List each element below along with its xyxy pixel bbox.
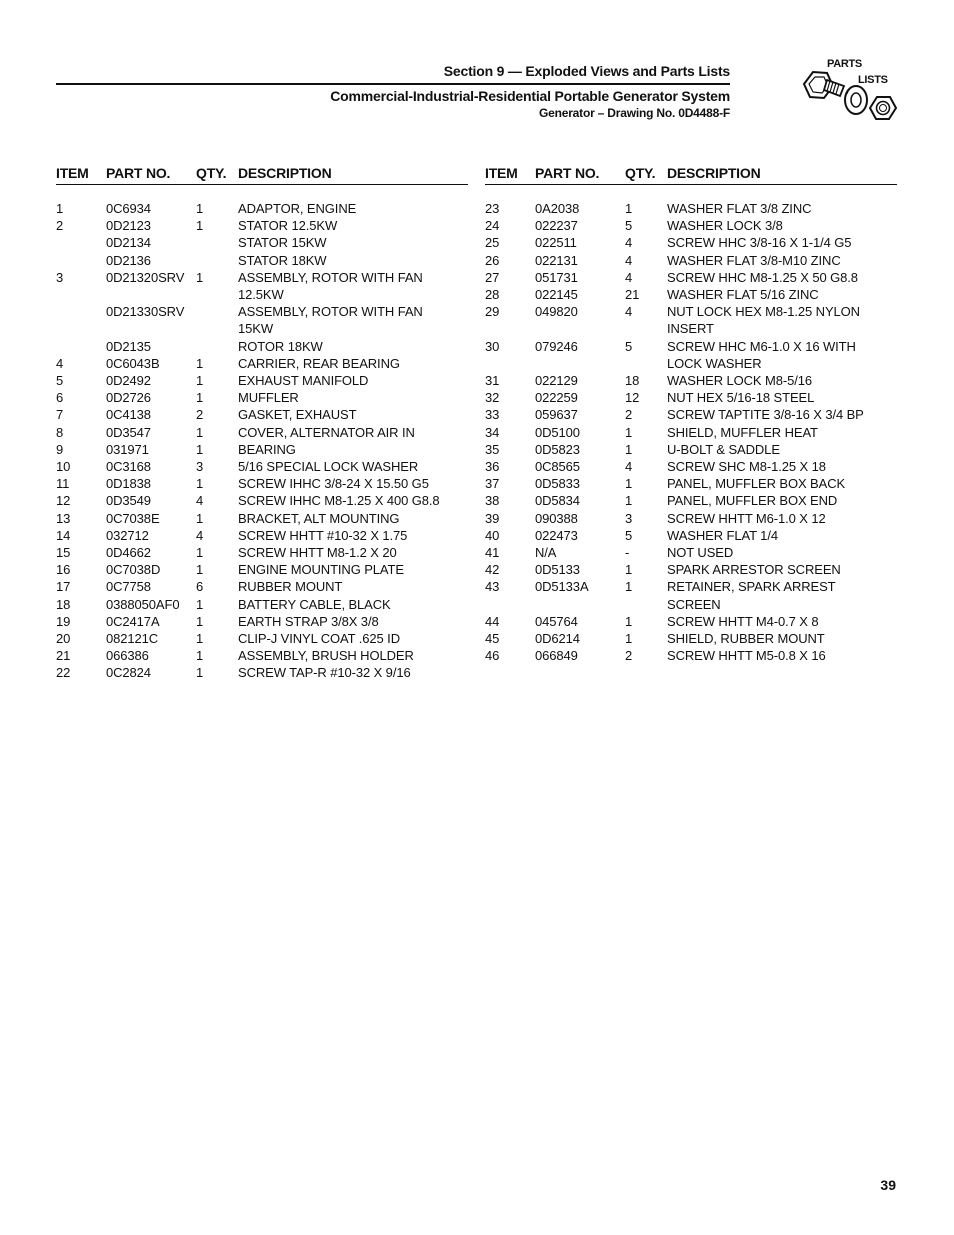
header-qty: QTY.	[625, 165, 656, 181]
part-no-cell: 0D2726	[106, 390, 151, 406]
part-no-cell: 082121C	[106, 631, 159, 647]
page-header	[0, 0, 954, 140]
item-cell: 3	[56, 269, 64, 285]
table-row	[56, 269, 468, 286]
part-no-cell: 0C2824	[106, 665, 151, 681]
qty-cell: 21	[625, 287, 640, 303]
header-part-no: PART NO.	[106, 165, 171, 181]
qty-cell: 5	[625, 338, 633, 354]
description-cell: SCREW HHC M8-1.25 X 50 G8.8	[667, 269, 858, 285]
table-row	[485, 338, 897, 355]
qty-cell: 1	[196, 665, 204, 681]
table-row	[485, 510, 897, 527]
item-cell: 1	[56, 201, 64, 216]
part-no-cell: 022473	[535, 527, 578, 543]
page-number: 39	[880, 1177, 896, 1193]
description-cell: STATOR 12.5KW	[238, 218, 338, 234]
table-row	[485, 544, 897, 561]
qty-cell: 1	[196, 441, 204, 457]
table-row	[56, 252, 468, 269]
table-row	[485, 234, 897, 251]
item-cell: 40	[485, 527, 500, 543]
part-no-cell	[535, 596, 625, 613]
description-cell: SCREW IHHC M8-1.25 X 400 G8.8	[238, 493, 440, 509]
description-cell: ADAPTOR, ENGINE	[238, 201, 357, 216]
qty-cell: 1	[625, 613, 633, 629]
qty-cell: 1	[196, 373, 204, 389]
description-cell: EXHAUST MANIFOLD	[238, 373, 369, 389]
part-no-cell	[535, 320, 625, 337]
qty-cell: 2	[625, 648, 633, 664]
description-cell: SHIELD, RUBBER MOUNT	[667, 631, 825, 647]
description-cell: COVER, ALTERNATOR AIR IN	[238, 424, 415, 440]
table-row	[56, 234, 468, 251]
part-no-cell: 0D6214	[535, 631, 580, 647]
part-no-cell: 0D1838	[106, 476, 151, 492]
description-cell: 15KW	[238, 321, 274, 337]
table-row	[485, 406, 897, 423]
part-no-cell: 049820	[535, 304, 578, 320]
item-cell	[485, 596, 535, 613]
part-no-cell: 031971	[106, 441, 149, 457]
item-cell: 22	[56, 665, 71, 681]
qty-cell: 1	[196, 476, 204, 492]
description-cell: SCREEN	[667, 596, 721, 612]
header-rule	[56, 83, 730, 85]
table-header-row	[56, 164, 468, 185]
part-no-cell: 0D2135	[106, 338, 151, 354]
qty-cell: 1	[196, 424, 204, 440]
item-cell	[56, 303, 106, 320]
part-no-cell: 0388050AF0	[106, 596, 180, 612]
qty-cell: 3	[625, 510, 633, 526]
part-no-cell: 0C4138	[106, 407, 151, 423]
description-cell: MUFFLER	[238, 390, 299, 406]
description-cell: SCREW IHHC 3/8-24 X 15.50 G5	[238, 476, 429, 492]
table-row	[56, 492, 468, 509]
part-no-cell: 0D3549	[106, 493, 151, 509]
table-body-right	[485, 200, 897, 664]
part-no-cell: 0C7758	[106, 579, 151, 595]
description-cell: PANEL, MUFFLER BOX BACK	[667, 476, 846, 492]
description-cell: WASHER FLAT 5/16 ZINC	[667, 287, 819, 303]
item-cell: 14	[56, 527, 71, 543]
item-cell: 25	[485, 235, 500, 251]
description-cell: WASHER LOCK M8-5/16	[667, 373, 812, 389]
item-cell: 46	[485, 648, 500, 664]
item-cell: 29	[485, 304, 500, 320]
qty-cell	[196, 234, 238, 251]
table-header-row	[485, 164, 897, 185]
qty-cell: 4	[625, 252, 633, 268]
qty-cell: 4	[625, 304, 633, 320]
qty-cell: 1	[196, 596, 204, 612]
part-no-cell: 0D5834	[535, 493, 580, 509]
qty-cell: 2	[625, 407, 633, 423]
item-cell: 44	[485, 613, 500, 629]
table-row	[485, 372, 897, 389]
table-row	[56, 303, 468, 320]
qty-cell: 1	[196, 631, 204, 647]
section-title: Section 9 — Exploded Views and Parts Lists	[443, 63, 730, 79]
part-no-cell: 0D5823	[535, 441, 580, 457]
item-cell: 37	[485, 476, 500, 492]
qty-cell: 4	[625, 235, 633, 251]
table-row	[485, 269, 897, 286]
item-cell: 26	[485, 252, 500, 268]
description-cell: NOT USED	[667, 545, 734, 561]
description-cell: RETAINER, SPARK ARREST	[667, 579, 836, 595]
item-cell: 21	[56, 648, 71, 664]
table-row	[485, 578, 897, 595]
item-cell: 13	[56, 510, 71, 526]
table-row	[56, 630, 468, 647]
qty-cell: 1	[625, 579, 633, 595]
table-row	[485, 492, 897, 509]
qty-cell: 1	[196, 390, 204, 406]
part-no-cell: 0D21330SRV	[106, 304, 185, 320]
table-row	[56, 200, 468, 217]
table-row	[485, 200, 897, 217]
qty-cell: 1	[196, 201, 204, 216]
part-no-cell	[106, 286, 196, 303]
part-no-cell: 066849	[535, 648, 578, 664]
table-row	[485, 647, 897, 664]
part-no-cell: 022145	[535, 287, 578, 303]
table-row	[56, 544, 468, 561]
item-cell: 35	[485, 441, 500, 457]
item-cell: 41	[485, 545, 500, 561]
part-no-cell: 0C7038D	[106, 562, 161, 578]
description-cell: STATOR 18KW	[238, 252, 327, 268]
item-cell: 6	[56, 390, 64, 406]
item-cell: 43	[485, 579, 500, 595]
drawing-number: Generator – Drawing No. 0D4488-F	[539, 106, 730, 120]
table-row	[56, 372, 468, 389]
description-cell: SCREW HHTT M6-1.0 X 12	[667, 510, 826, 526]
part-no-cell: 0C7038E	[106, 510, 160, 526]
table-row	[485, 355, 897, 372]
item-cell: 18	[56, 596, 71, 612]
part-no-cell: 0A2038	[535, 201, 580, 216]
part-no-cell: 079246	[535, 338, 578, 354]
table-row	[485, 596, 897, 613]
part-no-cell	[535, 355, 625, 372]
description-cell: NUT HEX 5/16-18 STEEL	[667, 390, 815, 406]
table-row	[56, 441, 468, 458]
part-no-cell: 051731	[535, 269, 578, 285]
table-row	[56, 578, 468, 595]
qty-cell: 4	[625, 269, 633, 285]
description-cell: WASHER FLAT 3/8 ZINC	[667, 201, 812, 216]
description-cell: GASKET, EXHAUST	[238, 407, 357, 423]
table-row	[485, 613, 897, 630]
description-cell: SCREW HHTT M8-1.2 X 20	[238, 545, 397, 561]
item-cell	[56, 234, 106, 251]
description-cell: SCREW TAPTITE 3/8-16 X 3/4 BP	[667, 407, 864, 423]
item-cell: 24	[485, 218, 500, 234]
description-cell: CLIP-J VINYL COAT .625 ID	[238, 631, 400, 647]
description-cell: NUT LOCK HEX M8-1.25 NYLON	[667, 304, 860, 320]
table-row	[56, 355, 468, 372]
header-item: ITEM	[485, 165, 518, 181]
part-no-cell: 0C3168	[106, 459, 151, 475]
description-cell: EARTH STRAP 3/8X 3/8	[238, 613, 379, 629]
item-cell: 4	[56, 355, 64, 371]
qty-cell: 4	[196, 493, 204, 509]
description-cell: SCREW HHTT M4-0.7 X 8	[667, 613, 819, 629]
table-row	[485, 630, 897, 647]
qty-cell: 12	[625, 390, 640, 406]
description-cell: SHIELD, MUFFLER HEAT	[667, 424, 818, 440]
description-cell: SCREW TAP-R #10-32 X 9/16	[238, 665, 411, 681]
header-description: DESCRIPTION	[667, 165, 761, 181]
parts-table-right	[485, 164, 897, 664]
table-row	[485, 475, 897, 492]
item-cell: 36	[485, 459, 500, 475]
qty-cell: 2	[196, 407, 204, 423]
item-cell: 8	[56, 424, 64, 440]
item-cell: 39	[485, 510, 500, 526]
qty-cell: 1	[625, 631, 633, 647]
item-cell: 15	[56, 545, 71, 561]
item-cell: 31	[485, 373, 500, 389]
qty-cell	[196, 320, 238, 337]
table-row	[56, 338, 468, 355]
header-item: ITEM	[56, 165, 89, 181]
item-cell	[485, 355, 535, 372]
qty-cell: 6	[196, 579, 204, 595]
part-no-cell: 032712	[106, 527, 149, 543]
part-no-cell: 0D21320SRV	[106, 269, 185, 285]
part-no-cell: 0C6934	[106, 201, 151, 216]
part-no-cell: 0C2417A	[106, 613, 160, 629]
table-body-left	[56, 200, 468, 682]
part-no-cell: 0D5133A	[535, 579, 589, 595]
qty-cell: 1	[196, 613, 204, 629]
qty-cell	[625, 320, 667, 337]
table-row	[485, 527, 897, 544]
system-title: Commercial-Industrial-Residential Portable Generator System	[330, 88, 730, 104]
description-cell: U-BOLT & SADDLE	[667, 441, 780, 457]
table-row	[56, 424, 468, 441]
qty-cell: 1	[625, 441, 633, 457]
item-cell: 12	[56, 493, 71, 509]
item-cell: 19	[56, 613, 71, 629]
description-cell: ASSEMBLY, ROTOR WITH FAN	[238, 269, 423, 285]
description-cell: SCREW HHTT M5-0.8 X 16	[667, 648, 826, 664]
qty-cell	[625, 596, 667, 613]
table-row	[485, 441, 897, 458]
description-cell: ASSEMBLY, BRUSH HOLDER	[238, 648, 414, 664]
description-cell: STATOR 15KW	[238, 235, 327, 251]
part-no-cell: 0D4662	[106, 545, 151, 561]
item-cell	[56, 320, 106, 337]
part-no-cell: N/A	[535, 545, 557, 561]
table-row	[485, 424, 897, 441]
part-no-cell: 0C6043B	[106, 355, 160, 371]
description-cell: LOCK WASHER	[667, 355, 762, 371]
table-row	[485, 561, 897, 578]
table-row	[56, 458, 468, 475]
qty-cell: 1	[625, 562, 633, 578]
description-cell: CARRIER, REAR BEARING	[238, 355, 400, 371]
logo-label-parts: PARTS	[827, 58, 862, 70]
part-no-cell	[106, 320, 196, 337]
part-no-cell: 0D2123	[106, 218, 151, 234]
qty-cell	[196, 286, 238, 303]
qty-cell	[196, 303, 238, 320]
description-cell: ASSEMBLY, ROTOR WITH FAN	[238, 304, 423, 320]
description-cell: 5/16 SPECIAL LOCK WASHER	[238, 459, 419, 475]
description-cell: INSERT	[667, 321, 714, 337]
table-row	[56, 217, 468, 234]
description-cell: BATTERY CABLE, BLACK	[238, 596, 391, 612]
description-cell: SCREW SHC M8-1.25 X 18	[667, 459, 826, 475]
part-no-cell: 0D2134	[106, 235, 151, 251]
item-cell: 17	[56, 579, 71, 595]
qty-cell: 1	[625, 493, 633, 509]
part-no-cell: 0C8565	[535, 459, 580, 475]
description-cell: BEARING	[238, 441, 296, 457]
part-no-cell: 0D5133	[535, 562, 580, 578]
table-row	[56, 406, 468, 423]
part-no-cell: 022131	[535, 252, 578, 268]
item-cell: 32	[485, 390, 500, 406]
table-row	[485, 320, 897, 337]
part-no-cell: 0D3547	[106, 424, 151, 440]
qty-cell: 1	[196, 545, 204, 561]
part-no-cell: 0D5833	[535, 476, 580, 492]
item-cell: 20	[56, 631, 71, 647]
description-cell: BRACKET, ALT MOUNTING	[238, 510, 400, 526]
item-cell: 11	[56, 476, 70, 492]
qty-cell: -	[625, 545, 630, 561]
description-cell: RUBBER MOUNT	[238, 579, 343, 595]
item-cell: 16	[56, 562, 71, 578]
table-row	[56, 320, 468, 337]
table-row	[56, 613, 468, 630]
qty-cell: 4	[625, 459, 633, 475]
qty-cell: 18	[625, 373, 640, 389]
description-cell: SCREW HHTT #10-32 X 1.75	[238, 527, 408, 543]
part-no-cell: 0D2492	[106, 373, 151, 389]
table-row	[56, 389, 468, 406]
item-cell	[56, 252, 106, 269]
qty-cell: 5	[625, 218, 633, 234]
description-cell: WASHER LOCK 3/8	[667, 218, 783, 234]
qty-cell: 4	[196, 527, 204, 543]
table-row	[485, 286, 897, 303]
item-cell: 45	[485, 631, 500, 647]
item-cell: 5	[56, 373, 64, 389]
item-cell	[56, 286, 106, 303]
description-cell: PANEL, MUFFLER BOX END	[667, 493, 838, 509]
part-no-cell: 0D5100	[535, 424, 580, 440]
qty-cell: 1	[196, 218, 204, 234]
table-row	[485, 458, 897, 475]
header-qty: QTY.	[196, 165, 227, 181]
table-row	[56, 475, 468, 492]
table-row	[485, 389, 897, 406]
item-cell: 42	[485, 562, 500, 578]
qty-cell: 1	[196, 562, 204, 578]
description-cell: ROTOR 18KW	[238, 338, 323, 354]
qty-cell: 1	[625, 201, 633, 216]
part-no-cell: 045764	[535, 613, 578, 629]
logo-label-lists: LISTS	[858, 74, 888, 86]
qty-cell: 1	[625, 424, 633, 440]
description-cell: 12.5KW	[238, 287, 284, 303]
qty-cell	[625, 355, 667, 372]
qty-cell: 1	[625, 476, 633, 492]
part-no-cell: 022129	[535, 373, 578, 389]
qty-cell: 1	[196, 648, 204, 664]
item-cell	[485, 320, 535, 337]
item-cell: 38	[485, 493, 500, 509]
table-row	[485, 217, 897, 234]
description-cell: SCREW HHC M6-1.0 X 16 WITH	[667, 338, 856, 354]
item-cell: 10	[56, 459, 71, 475]
part-no-cell: 022511	[535, 235, 577, 251]
item-cell: 23	[485, 201, 500, 216]
table-row	[485, 303, 897, 320]
qty-cell: 3	[196, 459, 204, 475]
qty-cell: 1	[196, 510, 204, 526]
qty-cell: 1	[196, 355, 204, 371]
part-no-cell: 066386	[106, 648, 149, 664]
item-cell: 7	[56, 407, 64, 423]
item-cell: 30	[485, 338, 500, 354]
description-cell: SPARK ARRESTOR SCREEN	[667, 562, 841, 578]
item-cell: 33	[485, 407, 500, 423]
part-no-cell: 022259	[535, 390, 578, 406]
part-no-cell: 0D2136	[106, 252, 151, 268]
description-cell: SCREW HHC 3/8-16 X 1-1/4 G5	[667, 235, 852, 251]
item-cell: 2	[56, 218, 64, 234]
table-row	[56, 286, 468, 303]
item-cell: 27	[485, 269, 500, 285]
table-row	[56, 561, 468, 578]
description-cell: WASHER FLAT 1/4	[667, 527, 778, 543]
item-cell: 28	[485, 287, 500, 303]
table-row	[56, 664, 468, 681]
part-no-cell: 022237	[535, 218, 578, 234]
parts-table-left	[56, 164, 468, 682]
qty-cell	[196, 338, 238, 355]
qty-cell	[196, 252, 238, 269]
qty-cell: 5	[625, 527, 633, 543]
table-row	[56, 596, 468, 613]
description-cell: ENGINE MOUNTING PLATE	[238, 562, 404, 578]
header-part-no: PART NO.	[535, 165, 600, 181]
item-cell: 9	[56, 441, 64, 457]
part-no-cell: 090388	[535, 510, 578, 526]
header-description: DESCRIPTION	[238, 165, 332, 181]
item-cell: 34	[485, 424, 500, 440]
table-row	[56, 510, 468, 527]
table-row	[56, 527, 468, 544]
description-cell: WASHER FLAT 3/8-M10 ZINC	[667, 252, 841, 268]
table-row	[485, 252, 897, 269]
table-row	[56, 647, 468, 664]
qty-cell: 1	[196, 269, 204, 285]
part-no-cell: 059637	[535, 407, 578, 423]
item-cell	[56, 338, 106, 355]
